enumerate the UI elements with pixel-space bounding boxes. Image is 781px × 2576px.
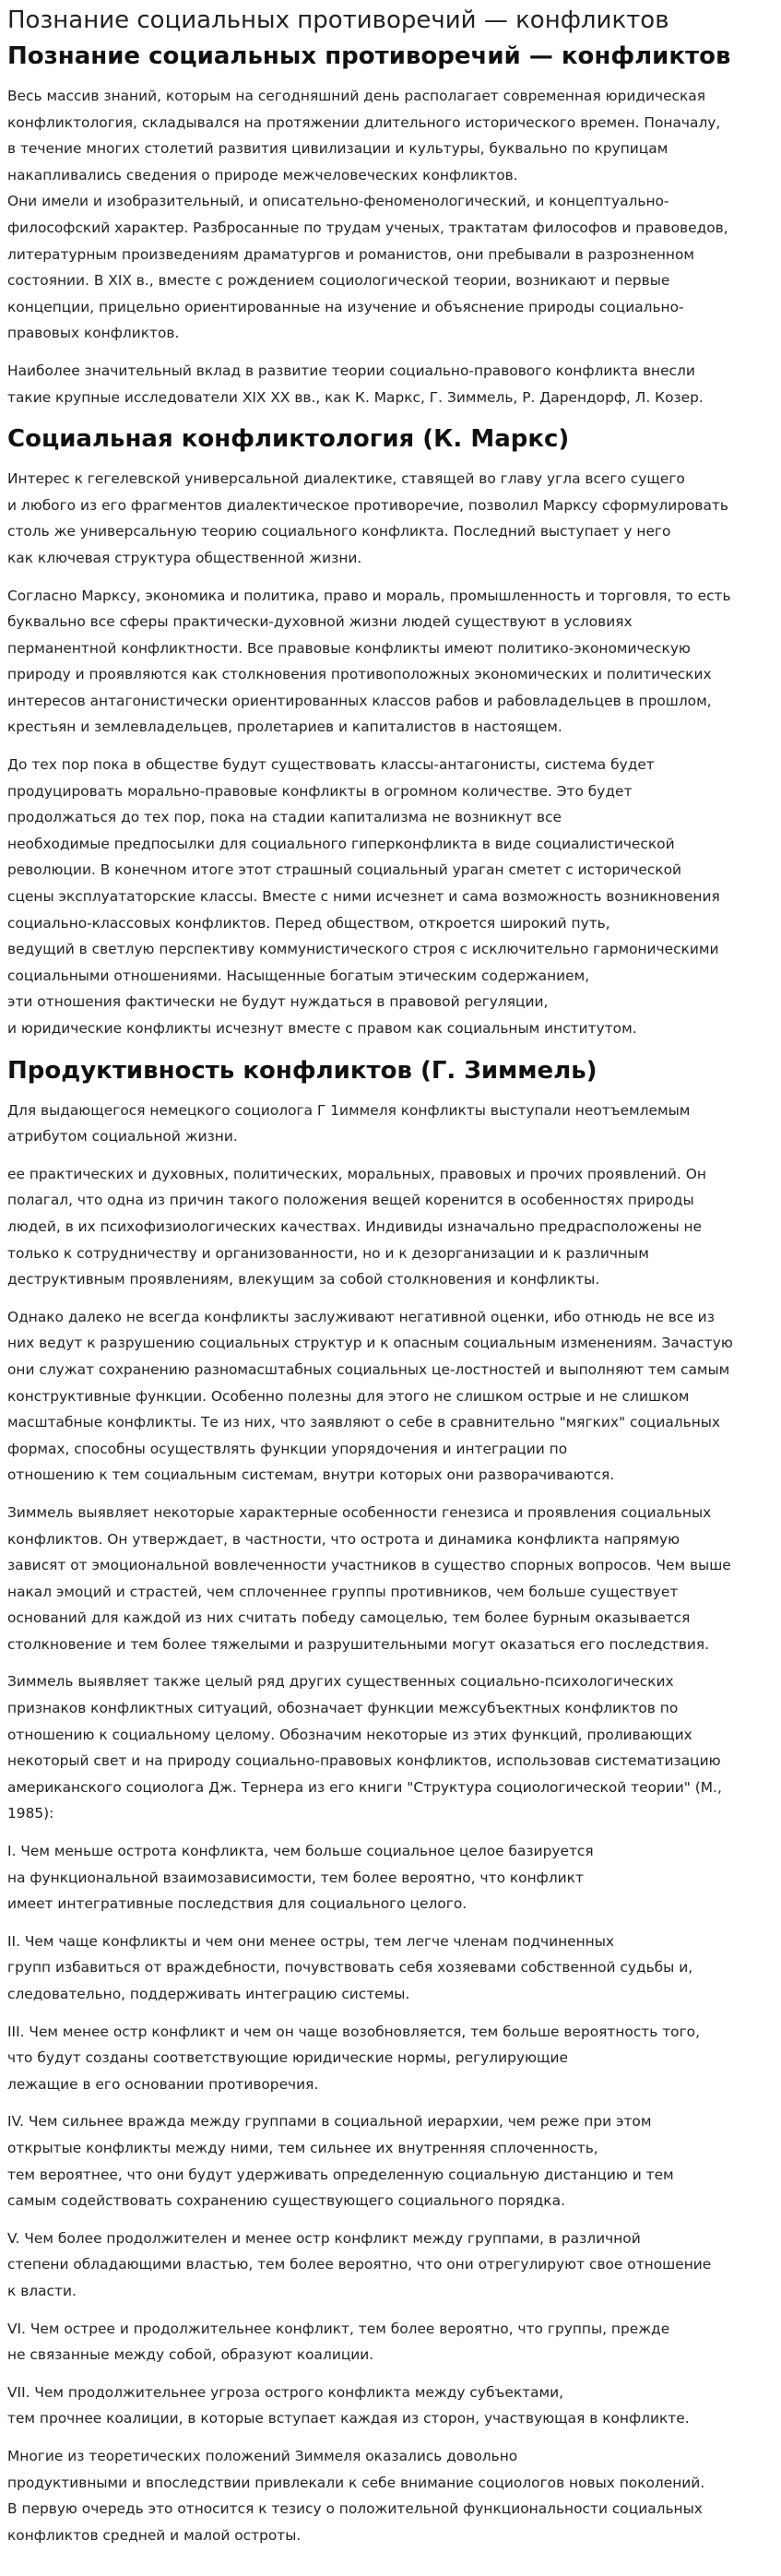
paragraph-line: Многие из теоретических положений Зиммеля оказались довольно — [7, 2447, 518, 2464]
paragraph-line: признаков конфликтных ситуаций, обозначает функции межсубъектных конфликтов по — [7, 1700, 679, 1717]
paragraph — [7, 2443, 772, 2548]
paragraph-line: Зиммель выявляет некоторые характерные особенности генезиса и проявления социальных — [7, 1503, 712, 1521]
paragraph-line: лежащие в его основании противоречия. — [7, 2075, 319, 2093]
paragraph-line: следовательно, поддерживать интеграцию системы. — [7, 1986, 410, 2002]
paragraph-line: буквально все сферы практически-духовной жизни людей существуют в условиях — [7, 613, 633, 631]
paragraph-line: интересов антагонистически ориентированных классов рабов и рабовладельцев в прошлом, — [7, 692, 712, 709]
paragraph-line: как ключевая структура общественной жизни. — [7, 549, 362, 566]
paragraph-line: ведущий в светлую перспективу коммунистического строя с исключительно гармоническими — [7, 941, 719, 958]
paragraph-line: В первую очередь это относится к тезису о положительной функциональности социальных — [7, 2500, 703, 2518]
paragraph — [7, 583, 772, 742]
paragraph-line: на функциональной взаимозависимости, тем более вероятно, что конфликт — [7, 1869, 584, 1886]
paragraph-line: сцены эксплуататорские классы. Вместе с ними исчезнет и сама возможность возникновения — [7, 888, 720, 906]
paragraph-line: социальными отношениями. Насыщенные богатым этическим содержанием, — [7, 967, 590, 984]
paragraph-line: состоянии. В XIX в., вместе с рождением социологической теории, возникают и первые — [7, 272, 670, 290]
paragraph-line: групп избавиться от враждебности, почувствовать себя хозяевами собственной судьбы и, — [7, 1959, 693, 1977]
paragraph-line: До тех пор пока в обществе будут существовать классы-антагонисты, система будет — [7, 756, 655, 774]
paragraph-line: конфликтология, складывался на протяжении длительного исторического времен. Поначалу, — [7, 113, 721, 131]
paragraph-line: Однако далеко не всегда конфликты заслуживают негативной оценки, ибо отнюдь не все из — [7, 1308, 715, 1325]
paragraph — [7, 1161, 772, 1293]
paragraph-line: открытые конфликты между ними, тем сильнее их внутренняя сплоченность, — [7, 2139, 598, 2156]
paragraph-line: революции. В конечном итоге этот страшный социальный ураган сметет с исторической — [7, 861, 682, 879]
paragraph-line: III. Чем менее остр конфликт и чем он чаще возобновляется, тем больше вероятность того, — [7, 2023, 700, 2040]
paragraph-line: социально-классовых конфликтов. Перед обществом, откроется широкий путь, — [7, 914, 610, 932]
article-heading: Познание социальных противоречий — конфликтов — [7, 42, 731, 70]
paragraph-line: что будут созданы соответствующие юридические нормы, регулирующие — [7, 2049, 568, 2067]
paragraph-line: продуктивными и впоследствии привлекали к себе внимание социологов новых поколений. — [7, 2474, 705, 2491]
paragraph — [7, 2380, 772, 2432]
paragraph-line: столкновение и тем более тяжелыми и разрушительными могут оказаться его последствия. — [7, 1635, 710, 1653]
paragraph-line: литературным произведениям драматургов и романистов, они пребывали в разрозненном — [7, 245, 694, 263]
paragraph-line: и юридические конфликты исчезнут вместе с правом как социальным институтом. — [7, 1020, 637, 1037]
paragraph-line: крестьян и землевладельцев, пролетариев и капиталистов в настоящем. — [7, 718, 562, 736]
paragraph-line: не связанные между собой, образуют коалиции. — [7, 2346, 374, 2364]
paragraph-line: Для выдающегося немецкого социолога Г 1иммеля конфликты выступали неотъемлемым — [7, 1101, 691, 1119]
paragraph — [7, 2226, 772, 2305]
paragraph-line: Согласно Марксу, экономика и политика, право и мораль, промышленность и торговля, то есть — [7, 587, 731, 604]
paragraph-line: продолжаться до тех пор, пока на стадии капитализма не возникнут все — [7, 809, 562, 826]
paragraph-line: концепции, прицельно ориентированные на изучение и объяснение природы социально- — [7, 298, 684, 315]
article-body — [7, 83, 772, 2548]
paragraph-line: оснований для каждой из них считать победу самоцелью, тем более бурным оказывается — [7, 1609, 691, 1627]
paragraph — [7, 1500, 772, 1658]
paragraph-line: масштабные конфликты. Те из них, что заявляют о себе в сравнительно "мягких" социальных — [7, 1414, 721, 1431]
paragraph — [7, 358, 772, 410]
paragraph-line: формах, способны осуществлять функции упорядочения и интеграции по — [7, 1440, 568, 1457]
paragraph-line: деструктивным проявлениям, влекущим за собой столкновения и конфликты. — [7, 1271, 600, 1288]
section-heading: Социальная конфликтология (К. Маркс) — [7, 425, 570, 454]
paragraph-line: и любого из его фрагментов диалектическое противоречие, позволил Марксу сформулировать — [7, 496, 728, 514]
paragraph-line: философский характер. Разбросанные по трудам ученых, трактатам философов и правоведов, — [7, 219, 728, 236]
paragraph-line: самым содействовать сохранению существующего социального порядка. — [7, 2192, 565, 2210]
paragraph-line: правовых конфликтов. — [7, 325, 180, 342]
paragraph-line: Зиммель выявляет также целый ряд других существенных социально-психологических — [7, 1673, 674, 1691]
paragraph-line: конфликтов. Он утверждает, в частности, что острота и динамика конфликта напрямую — [7, 1530, 680, 1548]
paragraph-line: такие крупные исследователи XIX XX вв., как К. Маркс, Г. Зиммель, Р. Дарендорф, Л. Козер. — [7, 388, 704, 406]
paragraph — [7, 1668, 772, 1827]
paragraph — [7, 2019, 772, 2098]
paragraph — [7, 1304, 772, 1489]
paragraph — [7, 466, 772, 571]
paragraph-line: VII. Чем продолжительнее угроза острого конфликта между субъектами, — [7, 2383, 564, 2401]
paragraph-line: необходимые предпосылки для социального гиперконфликта в виде социалистической — [7, 835, 675, 852]
article-section — [7, 423, 772, 1041]
paragraph-line: IV. Чем сильнее вражда между группами в социальной иерархии, чем реже при этом — [7, 2113, 652, 2131]
paragraph-line: имеет интегративные последствия для социального целого. — [7, 1895, 467, 1913]
paragraph-line: эти отношения фактически не будут нуждаться в правовой регуляции, — [7, 993, 549, 1011]
paragraph-line: степени обладающими властью, тем более вероятно, что они отрегулируют свое отношение — [7, 2256, 712, 2273]
section-heading: Продуктивность конфликтов (Г. Зиммель) — [7, 1056, 598, 1085]
paragraph-line: Весь массив знаний, которым на сегодняшний день располагает современная юридическая — [7, 88, 705, 104]
article-section — [7, 1055, 772, 2549]
paragraph-line: накапливались сведения о природе межчеловеческих конфликтов. — [7, 166, 518, 184]
paragraph-line: продуцировать морально-правовые конфликты в огромном количестве. Это будет — [7, 782, 633, 800]
paragraph — [7, 2108, 772, 2214]
paragraph-line: они служат сохранению разномасштабных социальных це-лостностей и выполняют тем самым — [7, 1360, 730, 1378]
paragraph-line: людей, в их психофизиологических качествах. Индивиды изначально предрасположены не — [7, 1217, 703, 1235]
paragraph — [7, 2316, 772, 2368]
paragraph — [7, 1098, 772, 1150]
paragraph — [7, 752, 772, 1042]
paragraph-line: к власти. — [7, 2282, 77, 2299]
page-title: Познание социальных противоречий — конфликтов — [7, 6, 669, 34]
paragraph-line: Они имели и изобразительный, и описательно-феноменологический, и концептуально- — [7, 193, 669, 210]
paragraph-line: отношению к социальному целому. Обозначим некоторые из этих функций, проливающих — [7, 1726, 692, 1743]
paragraph-line: американского социолога Дж. Тернера из его книги "Структура социологической теории" (М., — [7, 1778, 722, 1796]
paragraph-line: природу и проявляются как столкновения противоположных экономических и политических — [7, 666, 712, 683]
article-section — [7, 83, 772, 410]
paragraph-line: Интерес к гегелевской универсальной диалектике, ставящей во главу угла всего сущего — [7, 470, 685, 488]
paragraph-line: конфликтов средней и малой остроты. — [7, 2526, 302, 2544]
paragraph-line: I. Чем меньше острота конфликта, чем больше социальное целое базируется — [7, 1843, 594, 1860]
paragraph-line: II. Чем чаще конфликты и чем они менее остры, тем легче членам подчиненных — [7, 1932, 615, 1950]
paragraph-line: тем прочнее коалиции, в которые вступает каждая из сторон, участвующая в конфликте. — [7, 2410, 690, 2428]
paragraph-line: перманентной конфликтности. Все правовые конфликты имеют политико-экономическую — [7, 639, 691, 657]
paragraph — [7, 1929, 772, 2008]
paragraph-line: отношению к тем социальным системам, внутри которых они разворачиваются. — [7, 1466, 615, 1484]
paragraph-line: VI. Чем острее и продолжительнее конфликт, тем более вероятно, что группы, прежде — [7, 2320, 670, 2337]
paragraph-line: атрибутом социальной жизни. — [7, 1128, 238, 1146]
paragraph-line: столь же универсальную теорию социального конфликта. Последний выступает у него — [7, 523, 671, 540]
paragraph-line: в течение многих столетий развития цивилизации и культуры, буквально по крупицам — [7, 140, 669, 158]
paragraph — [7, 83, 772, 347]
paragraph-line: Наиболее значительный вклад в развитие теории социально-правового конфликта внесли — [7, 362, 695, 379]
paragraph-line: зависят от эмоциональной вовлеченности участников в существо спорных вопросов. Чем выше — [7, 1557, 731, 1574]
paragraph-line: полагал, что одна из причин такого положения вещей коренится в особенностях природы — [7, 1192, 694, 1209]
paragraph-line: них ведут к разрушению социальных структур и к опасным социальным изменениям. Зачастую — [7, 1335, 733, 1352]
paragraph-line: ее практических и духовных, политических, моральных, правовых и прочих проявлений. Он — [7, 1165, 706, 1182]
paragraph-line: некоторый свет и на природу социально-правовых конфликтов, использовав систематизацию — [7, 1752, 721, 1770]
paragraph-line: V. Чем более продолжителен и менее остр конфликт между группами, в различной — [7, 2229, 641, 2247]
paragraph-line: тем вероятнее, что они будут удерживать определенную социальную дистанцию и тем — [7, 2166, 674, 2183]
paragraph — [7, 1838, 772, 1917]
paragraph-line: 1985): — [7, 1805, 54, 1822]
paragraph-line: накал эмоций и страстей, чем сплоченнее группы противников, чем больше существует — [7, 1583, 679, 1600]
paragraph-line: только к сотрудничеству и организованности, но и к дезорганизации и к различным — [7, 1244, 649, 1262]
paragraph-line: конструктивные функции. Особенно полезны для этого не слишком острые и не слишком — [7, 1387, 690, 1405]
